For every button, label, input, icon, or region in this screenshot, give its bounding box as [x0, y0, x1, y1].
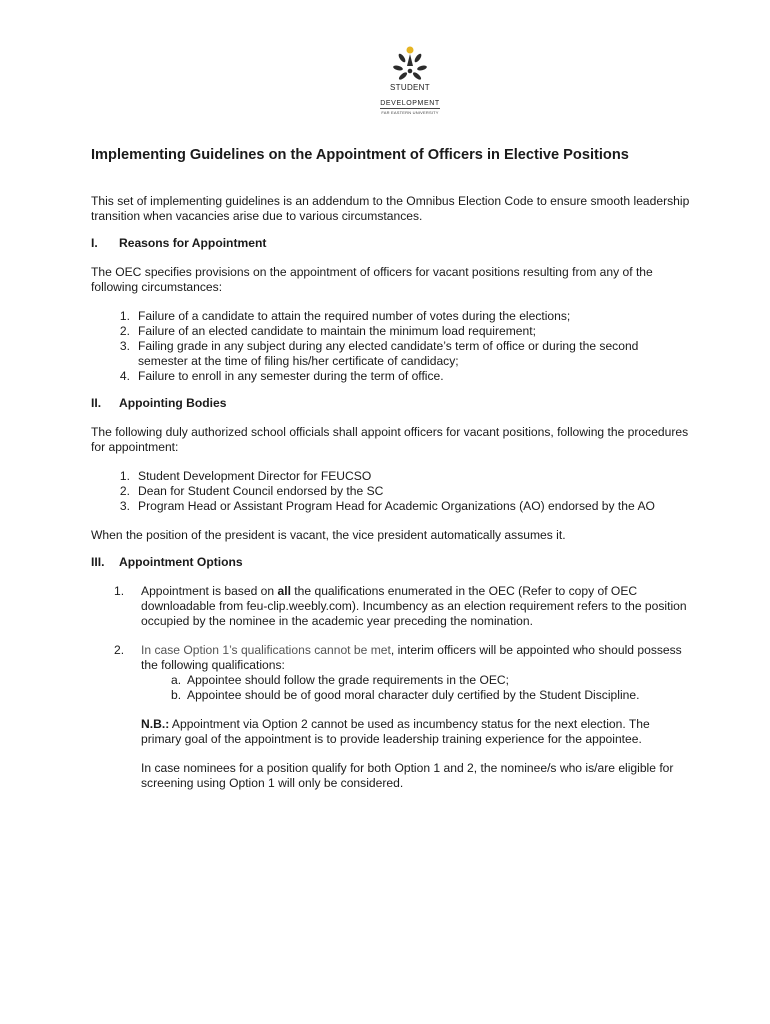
section-number: III.	[91, 555, 105, 569]
list-item	[112, 469, 691, 484]
section-title: Reasons for Appointment	[119, 236, 267, 250]
option-2	[114, 643, 691, 673]
option-text-emphasis: In case Option 1’s qualifications cannot be met	[141, 643, 391, 657]
section-number: II.	[91, 396, 102, 410]
sub-item-text: Appointee should be of good moral character duly certified by the Student Discipline.	[187, 688, 640, 702]
section-1-heading	[91, 236, 691, 251]
section-2-paragraph: The following duly authorized school officials shall appoint officers for vacant positions, following the procedures for appointment:	[91, 425, 689, 454]
section-1-paragraph: The OEC specifies provisions on the appointment of officers for vacant positions resulting from any of the following circumstances:	[91, 265, 653, 294]
document-title: Implementing Guidelines on the Appointment of Officers in Elective Positions	[91, 147, 629, 163]
item-text: Failure of a candidate to attain the required number of votes during the elections;	[138, 309, 571, 323]
item-text: Dean for Student Council endorsed by the SC	[138, 484, 384, 498]
option-text	[141, 584, 691, 629]
list-item	[112, 309, 691, 324]
item-text: Failing grade in any subject during any elected candidate’s term of office or during the second semester at the time of filing his/her certificate of candidacy;	[138, 339, 639, 368]
item-number: 4.	[119, 369, 130, 383]
option-text-pre: Appointment is based on	[141, 584, 278, 598]
list-item	[112, 324, 691, 339]
item-text: Program Head or Assistant Program Head for Academic Organizations (AO) endorsed by the AO	[138, 499, 655, 513]
section-2-heading	[91, 396, 691, 411]
list-item	[112, 339, 691, 369]
item-number: 1.	[119, 309, 130, 323]
option-text-post: , interim officers will be appointed who should possess the following qualifications:	[141, 643, 682, 672]
section-title: Appointment Options	[119, 555, 243, 569]
item-number: 2.	[119, 324, 130, 338]
sub-item	[171, 673, 691, 688]
vice-president-note: When the position of the president is vacant, the vice president automatically assumes it.	[91, 528, 566, 542]
sub-item	[171, 688, 691, 703]
item-number: 3.	[119, 339, 130, 353]
nb-note	[141, 717, 691, 747]
option-number: 1.	[114, 584, 125, 598]
student-development-logo	[380, 44, 440, 115]
torch-figures-icon	[392, 44, 428, 82]
option-text-post: the qualifications enumerated in the OEC (Refer to copy of OEC downloadable from feu-clip.weebly.com). Incumbency as an election requirement refers to the position occupied by the nominee in the academic year preceding the nomination.	[141, 584, 687, 628]
option-1	[114, 584, 691, 629]
section-number: I.	[91, 236, 98, 250]
option-text-bold: all	[277, 584, 291, 598]
item-number: 1.	[119, 469, 130, 483]
sub-item-letter: b.	[171, 688, 182, 702]
list-item	[112, 499, 691, 514]
sub-item-letter: a.	[171, 673, 182, 687]
item-number: 3.	[119, 499, 130, 513]
section-3-heading	[91, 555, 691, 570]
item-text: Failure of an elected candidate to maintain the minimum load requirement;	[138, 324, 536, 338]
option-number: 2.	[114, 643, 125, 657]
option-text	[141, 643, 691, 673]
logo-line1: STUDENT	[390, 83, 430, 92]
nb-text: Appointment via Option 2 cannot be used as incumbency status for the next election. The primary goal of the appointment is to provide leadership training experience for the appointee.	[141, 717, 650, 746]
sub-item-text: Appointee should follow the grade requirements in the OEC;	[187, 673, 510, 687]
nb-label: N.B.:	[141, 717, 170, 731]
item-text: Student Development Director for FEUCSO	[138, 469, 372, 483]
section-title: Appointing Bodies	[119, 396, 227, 410]
item-text: Failure to enroll in any semester during the term of office.	[138, 369, 444, 383]
list-item	[112, 369, 691, 384]
document-body	[91, 146, 691, 791]
logo-line3: FAR EASTERN UNIVERSITY	[381, 110, 439, 115]
list-item	[112, 484, 691, 499]
reasons-list	[112, 309, 691, 384]
appointing-bodies-list	[112, 469, 691, 514]
final-note: In case nominees for a position qualify for both Option 1 and 2, the nominee/s who is/are eligible for screening using Option 1 will only be considered.	[141, 761, 674, 790]
logo-line2: DEVELOPMENT	[380, 100, 440, 107]
item-number: 2.	[119, 484, 130, 498]
intro-paragraph: This set of implementing guidelines is an addendum to the Omnibus Election Code to ensure smooth leadership transition when vacancies arise due to various circumstances.	[91, 194, 690, 223]
